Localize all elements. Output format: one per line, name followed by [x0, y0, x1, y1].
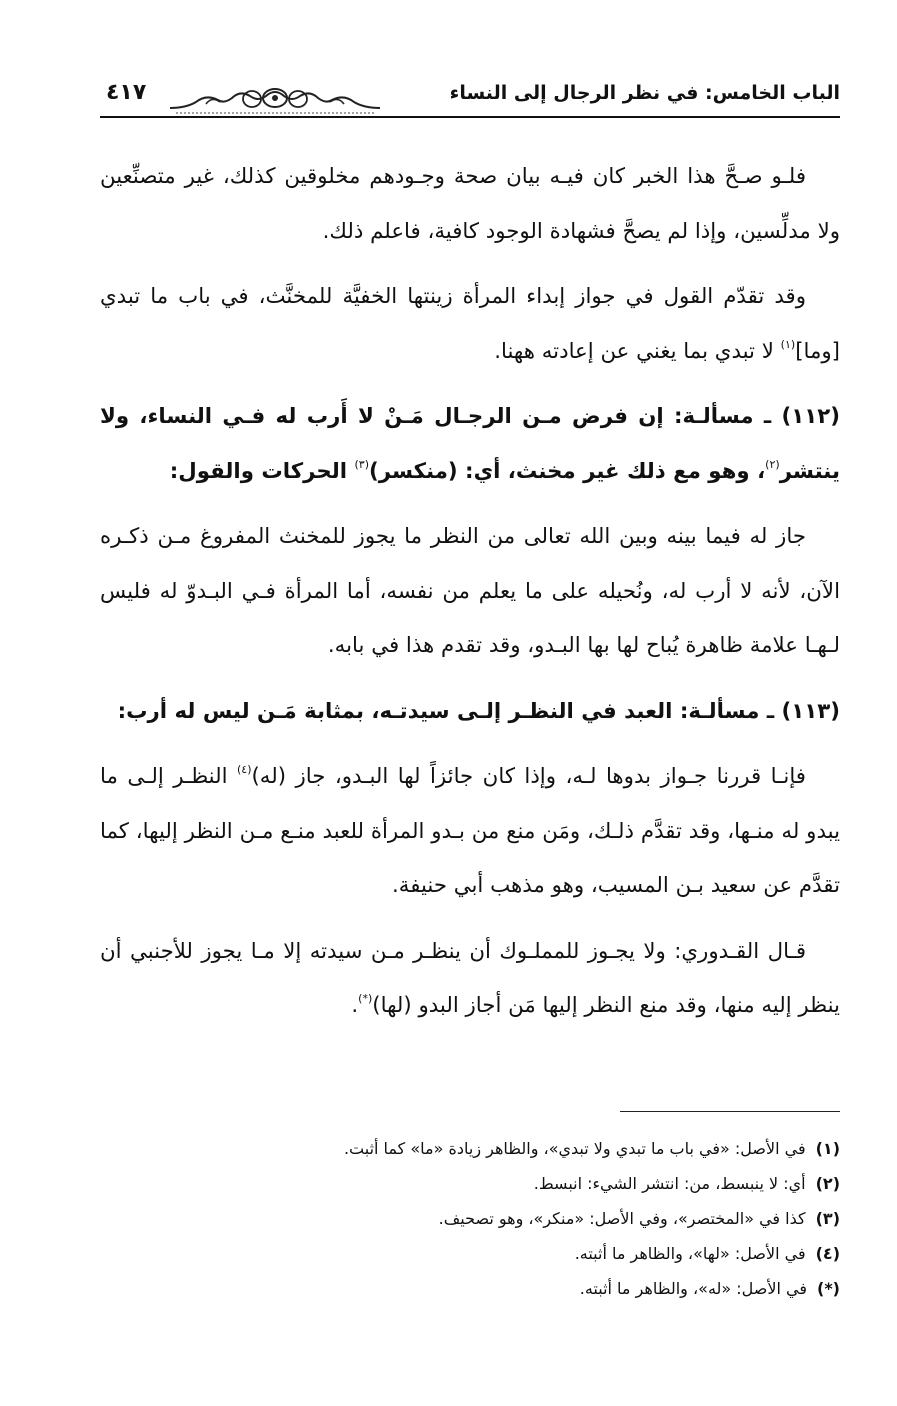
footnote-ref: (*) — [358, 992, 373, 1005]
footnote-ref: (١) — [780, 337, 796, 351]
paragraph: فلـو صـحَّ هذا الخبر كان فيـه بيان صحة وجـودهم مخلوقين كذلك، غير متصنِّعين ولا مدلِّسين، وإذا لم يصحَّ فشهادة الوجود كافية، فاعلم ذلك. — [100, 164, 840, 244]
footnote — [100, 1166, 840, 1201]
footnote — [100, 1201, 840, 1236]
issue-heading: (١١٣) ـ مسألـة: العبد في النظـر إلـى سيدتـه، بمثابة مَـن ليس له أرب: — [117, 698, 840, 724]
issue-heading: (١١٢) ـ مسألـة: إن فرض مـن الرجـال مَـنْ لا أَرب له فـي النساء، ولا ينتشر$^{(٢)}$، وهو مع ذلك غير مخنث، أي: (منكسر)$^{(٣)}$ الحركات والقول: — [100, 404, 840, 484]
footnote-text: في الأصل: «في باب ما تبدي ولا تبدي»، والظاهر زيادة «ما» كما أثبت. — [343, 1139, 806, 1158]
footnote-ref: (٣) — [354, 457, 369, 471]
footnote-text: أي: لا ينبسط، من: انتشر الشيء: انبسط. — [533, 1174, 806, 1193]
paragraph: فإنـا قررنا جـواز بدوها لـه، وإذا كان جائزاً لها البـدو، جاز (له)$^{(٤)}$ النظـر إلـى ما يبدو له منـها، وقد تقدَّم ذلـك، ومَن منع من بـدو المرأة للعبد منـع مـن النظر إليها، كما تقدَّم عن سعيد بـن المسيب، وهو مذهب أبي حنيفة. — [100, 763, 840, 898]
paragraph: وقد تقدّم القول في جواز إبداء المرأة زينتها الخفيَّة للمخنَّث، في باب ما تبدي [وما]$^{(١)}$ لا تبدي بما يغني عن إعادته ههنا. — [100, 284, 840, 364]
header-rule — [100, 116, 840, 118]
page-number: ٤١٧ — [106, 80, 147, 105]
footnote-mark: (٤) — [815, 1244, 840, 1263]
footnote-mark: (٣) — [815, 1209, 840, 1228]
footnote-separator — [620, 1111, 840, 1112]
page-header — [100, 78, 840, 118]
footnote-mark: (٢) — [815, 1174, 840, 1193]
footnote — [100, 1131, 840, 1166]
footnote-mark: (١) — [815, 1139, 840, 1158]
running-head: الباب الخامس: في نظر الرجال إلى النساء — [449, 82, 840, 104]
footnote — [100, 1271, 840, 1306]
footnote-text: في الأصل: «له»، والظاهر ما أثبته. — [579, 1279, 807, 1298]
footnote-ref: (٢) — [765, 457, 780, 471]
footnotes — [100, 1131, 840, 1306]
footnote-text: كذا في «المختصر»، وفي الأصل: «منكر»، وهو تصحيف. — [438, 1209, 806, 1228]
paragraph: جاز له فيما بينه وبين الله تعالى من النظر ما يجوز للمخنث المفروغ مـن ذكـره الآن، لأنه لا أرب له، ونُحيله على ما يعلم من نفسه، أما المرأة فـي البـدوّ له فليس لـهـا علامة ظاهرة يُباح لها بها البـدو، وقد تقدم هذا في بابه. — [100, 524, 840, 658]
footnote-mark: (*) — [817, 1279, 840, 1298]
footnote-text: في الأصل: «لها»، والظاهر ما أثبته. — [574, 1244, 806, 1263]
ornament-icon — [166, 84, 384, 116]
paragraph: قـال القـدوري: ولا يجـوز للمملـوك أن ينظـر مـن سيدته إلا مـا يجوز للأجنبي أن ينظر إليه منها، وقد منع النظر إليها مَن أجاز البدو (لها)(*). — [100, 938, 840, 1018]
footnote — [100, 1236, 840, 1271]
main-text — [100, 150, 840, 1045]
footnote-ref: (٤) — [236, 763, 252, 776]
